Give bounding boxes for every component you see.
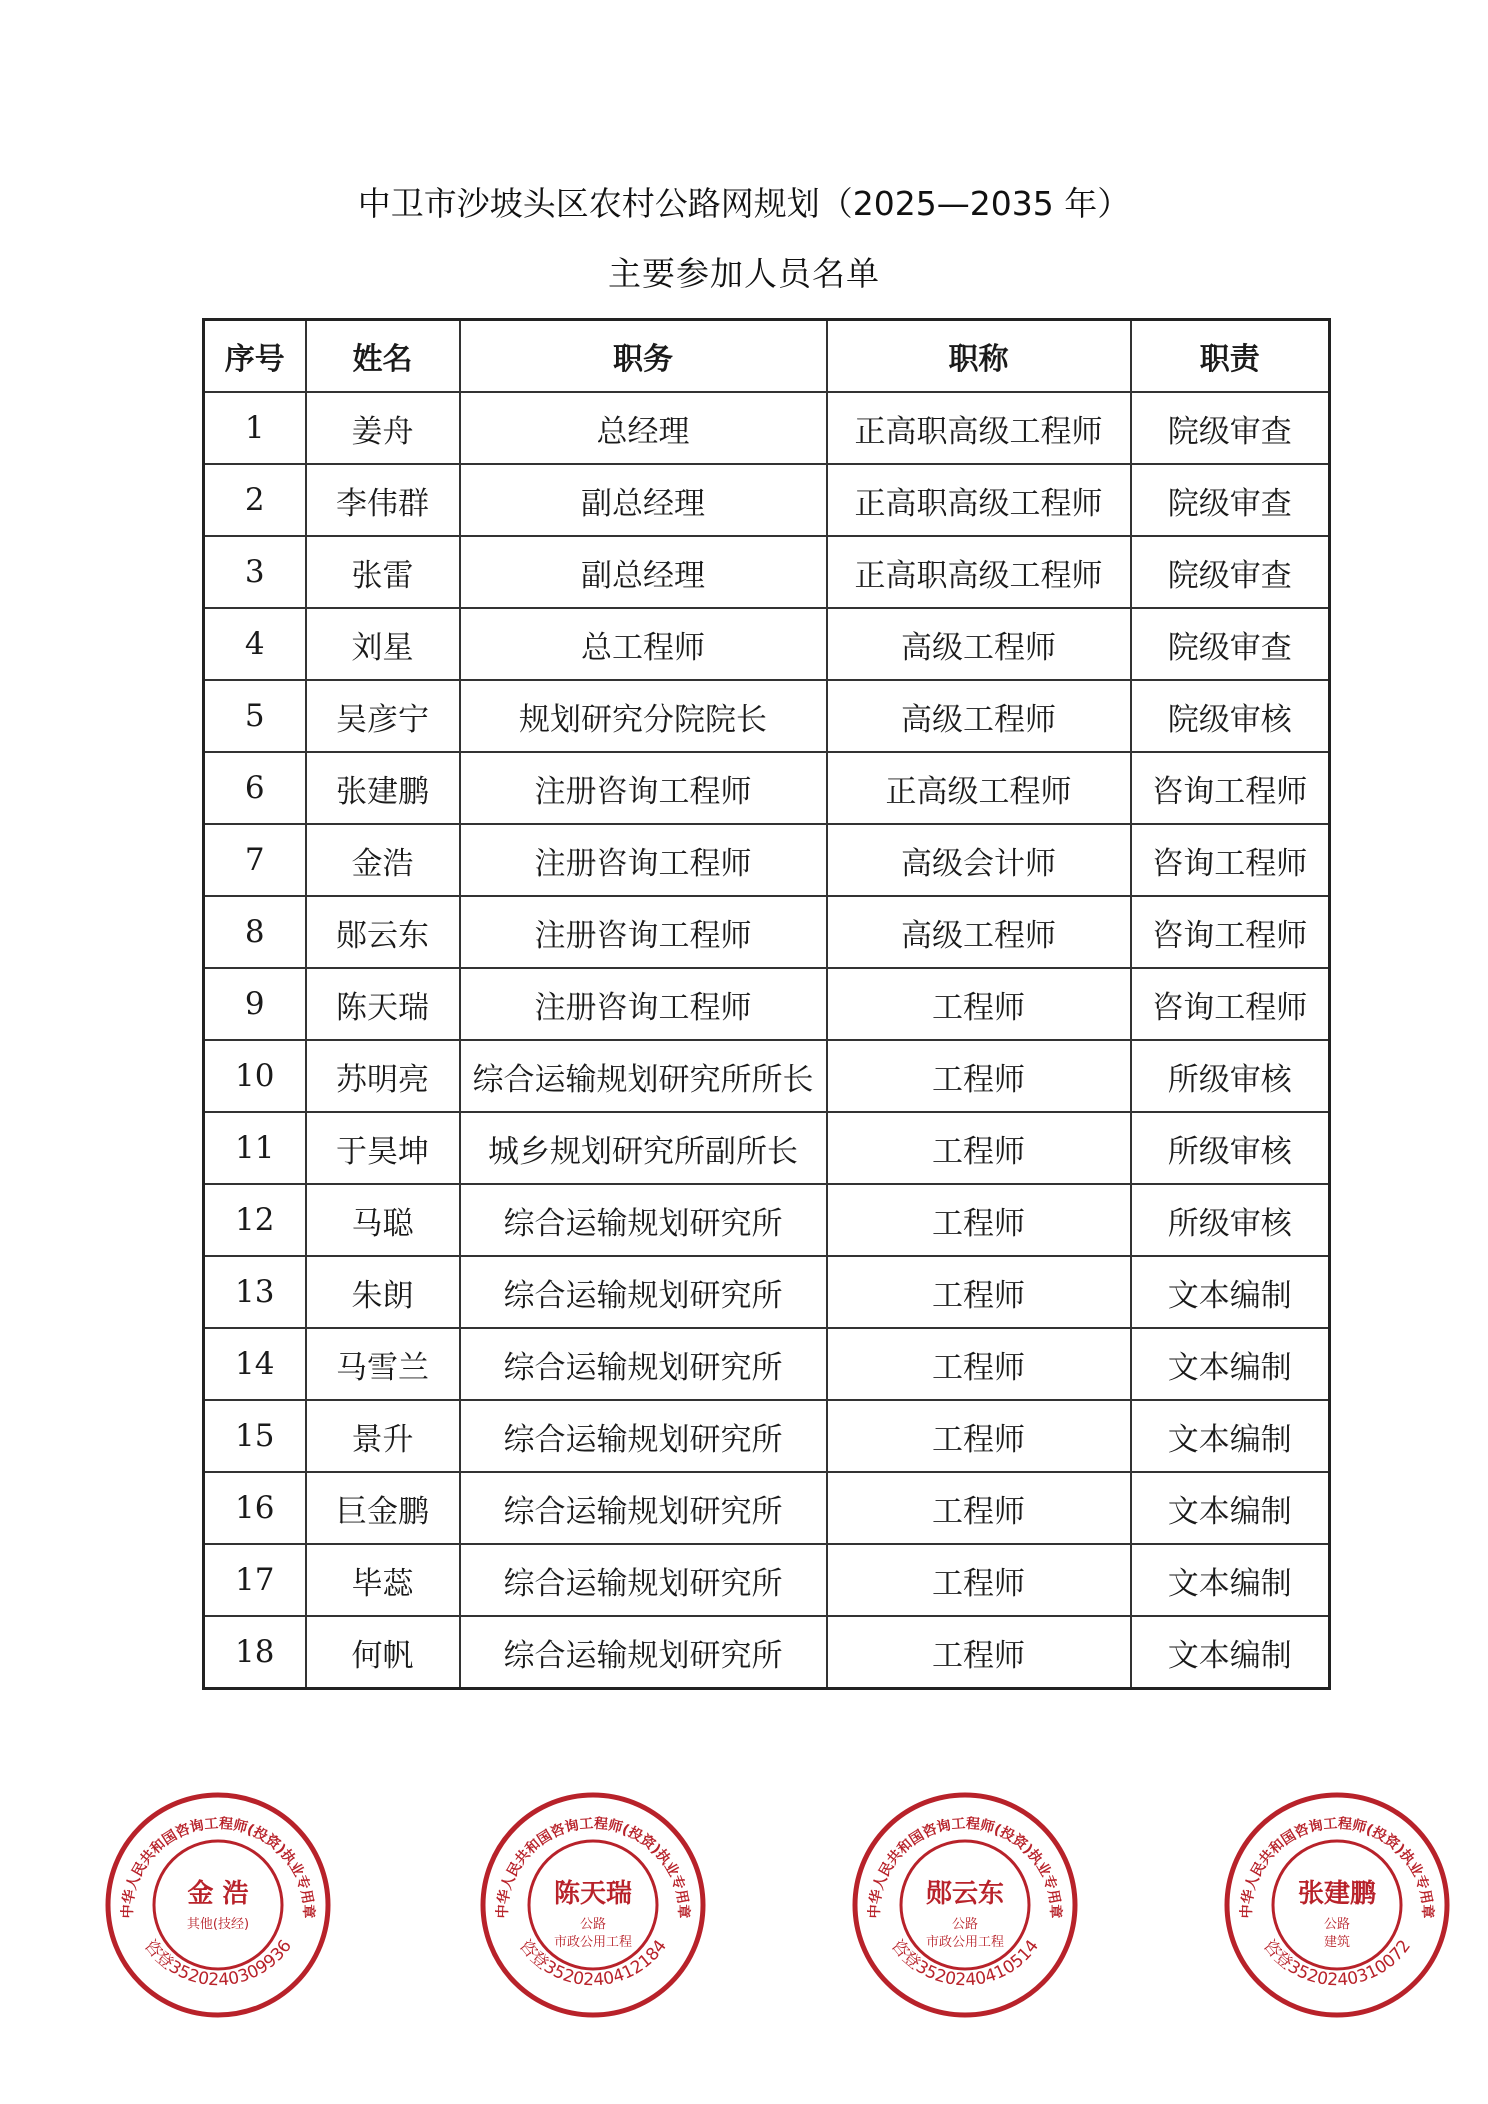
seal-name: 张建鹏	[1297, 1879, 1377, 1909]
cell-title: 高级工程师	[827, 896, 1131, 968]
seal-ring-text-path: 中华人民共和国咨询工程师(投资)执业专用章	[119, 1815, 317, 1919]
table-row	[204, 608, 1330, 680]
cell-position: 综合运输规划研究所所长	[460, 1040, 827, 1112]
cell-position: 规划研究分院院长	[460, 680, 827, 752]
cell-duty: 咨询工程师	[1131, 824, 1330, 896]
cell-title: 正高职高级工程师	[827, 536, 1131, 608]
table-row	[204, 1040, 1330, 1112]
cell-duty: 咨询工程师	[1131, 968, 1330, 1040]
cell-name: 郧云东	[306, 896, 460, 968]
personnel-table	[202, 318, 1331, 1690]
seal-ring-text-path: 中华人民共和国咨询工程师(投资)执业专用章	[1238, 1815, 1436, 1919]
cell-duty: 文本编制	[1131, 1472, 1330, 1544]
seal-line1: 公路	[579, 1917, 607, 1932]
seal-line2: 市政公用工程	[925, 1935, 1005, 1950]
seal-name: 陈天瑞	[553, 1879, 633, 1909]
table-header-row	[204, 320, 1330, 393]
cell-position: 注册咨询工程师	[460, 896, 827, 968]
cell-name: 马雪兰	[306, 1328, 460, 1400]
table-row	[204, 968, 1330, 1040]
cell-title: 高级工程师	[827, 608, 1131, 680]
seal-line1: 其他(技经)	[186, 1917, 250, 1932]
cell-no: 7	[204, 824, 306, 896]
table-row	[204, 1544, 1330, 1616]
cell-name: 于昊坤	[306, 1112, 460, 1184]
cell-position: 综合运输规划研究所	[460, 1184, 827, 1256]
seal-stamp-1	[103, 1790, 333, 2020]
cell-duty: 文本编制	[1131, 1544, 1330, 1616]
cell-title: 正高职高级工程师	[827, 392, 1131, 464]
cell-duty: 院级审查	[1131, 464, 1330, 536]
cell-no: 1	[204, 392, 306, 464]
document-title: 中卫市沙坡头区农村公路网规划（2025—2035 年）	[357, 184, 1131, 223]
cell-no: 13	[204, 1256, 306, 1328]
cell-name: 何帆	[306, 1616, 460, 1689]
table-row	[204, 896, 1330, 968]
cell-title: 工程师	[827, 1256, 1131, 1328]
cell-title: 工程师	[827, 1184, 1131, 1256]
table-row	[204, 1112, 1330, 1184]
table-row	[204, 1328, 1330, 1400]
seal-ring-text-path: 中华人民共和国咨询工程师(投资)执业专用章	[866, 1815, 1064, 1919]
table-row	[204, 680, 1330, 752]
cell-position: 综合运输规划研究所	[460, 1328, 827, 1400]
cell-duty: 院级审核	[1131, 680, 1330, 752]
cell-no: 2	[204, 464, 306, 536]
cell-no: 5	[204, 680, 306, 752]
seal-row	[0, 1790, 1488, 2030]
table-body	[204, 392, 1330, 1689]
cell-name: 苏明亮	[306, 1040, 460, 1112]
seal-line2: 建筑	[1323, 1935, 1351, 1950]
cell-no: 17	[204, 1544, 306, 1616]
cell-position: 城乡规划研究所副所长	[460, 1112, 827, 1184]
header-cell-duty: 职责	[1131, 320, 1330, 393]
cell-title: 工程师	[827, 1544, 1131, 1616]
seal-stamp-2	[478, 1790, 708, 2020]
cell-position: 综合运输规划研究所	[460, 1256, 827, 1328]
cell-no: 3	[204, 536, 306, 608]
cell-position: 综合运输规划研究所	[460, 1616, 827, 1689]
table-row	[204, 392, 1330, 464]
cell-duty: 院级审查	[1131, 392, 1330, 464]
cell-title: 工程师	[827, 1328, 1131, 1400]
seal-svg	[478, 1790, 708, 2020]
seal-reg-number-path: 咨登3520240309936	[139, 1936, 296, 1991]
cell-no: 9	[204, 968, 306, 1040]
cell-no: 15	[204, 1400, 306, 1472]
cell-name: 毕蕊	[306, 1544, 460, 1616]
cell-name: 金浩	[306, 824, 460, 896]
seal-line1: 公路	[951, 1917, 979, 1932]
cell-duty: 文本编制	[1131, 1400, 1330, 1472]
cell-name: 巨金鹏	[306, 1472, 460, 1544]
cell-title: 正高级工程师	[827, 752, 1131, 824]
cell-title: 工程师	[827, 1040, 1131, 1112]
cell-name: 朱朗	[306, 1256, 460, 1328]
seal-line1: 公路	[1323, 1917, 1351, 1932]
cell-duty: 院级审查	[1131, 608, 1330, 680]
cell-position: 综合运输规划研究所	[460, 1472, 827, 1544]
table-row	[204, 464, 1330, 536]
cell-name: 李伟群	[306, 464, 460, 536]
cell-title: 工程师	[827, 1112, 1131, 1184]
cell-duty: 咨询工程师	[1131, 752, 1330, 824]
cell-position: 副总经理	[460, 464, 827, 536]
seal-stamp-3	[850, 1790, 1080, 2020]
header-cell-name: 姓名	[306, 320, 460, 393]
cell-name: 景升	[306, 1400, 460, 1472]
header-cell-title: 职称	[827, 320, 1131, 393]
cell-duty: 咨询工程师	[1131, 896, 1330, 968]
cell-no: 16	[204, 1472, 306, 1544]
table-row	[204, 824, 1330, 896]
cell-no: 6	[204, 752, 306, 824]
cell-no: 18	[204, 1616, 306, 1689]
cell-position: 注册咨询工程师	[460, 752, 827, 824]
cell-name: 张建鹏	[306, 752, 460, 824]
cell-name: 吴彦宁	[306, 680, 460, 752]
cell-title: 正高职高级工程师	[827, 464, 1131, 536]
cell-position: 总经理	[460, 392, 827, 464]
table-row	[204, 1184, 1330, 1256]
cell-name: 张雷	[306, 536, 460, 608]
cell-position: 注册咨询工程师	[460, 824, 827, 896]
seal-svg	[1222, 1790, 1452, 2020]
cell-name: 马聪	[306, 1184, 460, 1256]
seal-reg-number-path: 咨登3520240412184	[514, 1936, 671, 1991]
header-cell-no: 序号	[204, 320, 306, 393]
cell-title: 工程师	[827, 1616, 1131, 1689]
cell-duty: 文本编制	[1131, 1328, 1330, 1400]
seal-name: 郧云东	[925, 1879, 1005, 1909]
table-row	[204, 536, 1330, 608]
seal-svg	[850, 1790, 1080, 2020]
cell-position: 综合运输规划研究所	[460, 1544, 827, 1616]
table-row	[204, 1400, 1330, 1472]
seal-reg-number-path: 咨登3520240310072	[1258, 1936, 1415, 1991]
cell-title: 工程师	[827, 968, 1131, 1040]
cell-name: 姜舟	[306, 392, 460, 464]
cell-name: 刘星	[306, 608, 460, 680]
cell-no: 4	[204, 608, 306, 680]
table-row	[204, 752, 1330, 824]
seal-stamp-4	[1222, 1790, 1452, 2020]
table-row	[204, 1616, 1330, 1689]
cell-title: 工程师	[827, 1472, 1131, 1544]
cell-no: 12	[204, 1184, 306, 1256]
cell-no: 14	[204, 1328, 306, 1400]
seal-line2: 市政公用工程	[553, 1935, 633, 1950]
seal-reg-number-path: 咨登3520240410514	[886, 1936, 1043, 1991]
cell-no: 11	[204, 1112, 306, 1184]
cell-no: 10	[204, 1040, 306, 1112]
cell-duty: 文本编制	[1131, 1616, 1330, 1689]
cell-duty: 院级审查	[1131, 536, 1330, 608]
seal-svg	[103, 1790, 333, 2020]
cell-duty: 所级审核	[1131, 1112, 1330, 1184]
cell-position: 副总经理	[460, 536, 827, 608]
document-subtitle: 主要参加人员名单	[608, 254, 880, 293]
table-row	[204, 1256, 1330, 1328]
cell-title: 高级会计师	[827, 824, 1131, 896]
cell-position: 注册咨询工程师	[460, 968, 827, 1040]
cell-duty: 所级审核	[1131, 1040, 1330, 1112]
seal-ring-text-path: 中华人民共和国咨询工程师(投资)执业专用章	[494, 1815, 692, 1919]
cell-name: 陈天瑞	[306, 968, 460, 1040]
cell-position: 总工程师	[460, 608, 827, 680]
seal-name: 金 浩	[187, 1879, 249, 1909]
cell-duty: 所级审核	[1131, 1184, 1330, 1256]
cell-position: 综合运输规划研究所	[460, 1400, 827, 1472]
cell-title: 工程师	[827, 1400, 1131, 1472]
cell-no: 8	[204, 896, 306, 968]
header-cell-position: 职务	[460, 320, 827, 393]
cell-title: 高级工程师	[827, 680, 1131, 752]
table-row	[204, 1472, 1330, 1544]
cell-duty: 文本编制	[1131, 1256, 1330, 1328]
seal-reg-number	[140, 1936, 296, 1990]
